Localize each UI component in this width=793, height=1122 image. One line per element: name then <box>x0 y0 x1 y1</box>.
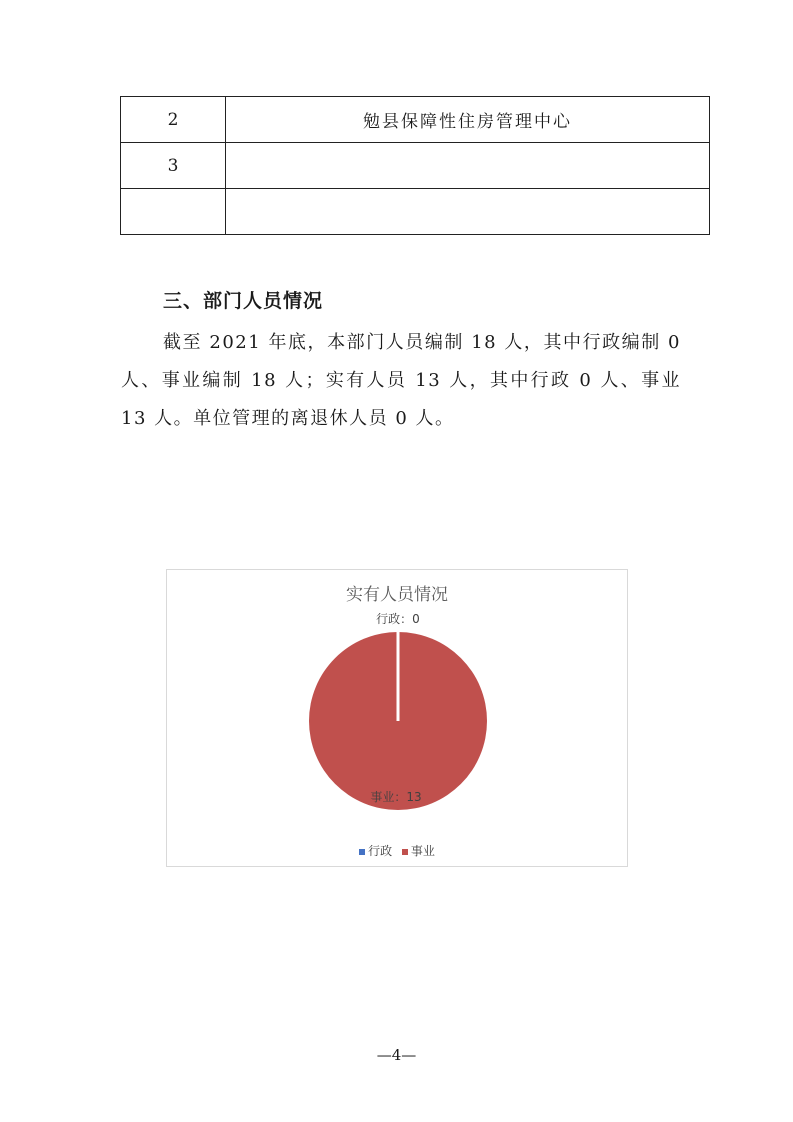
legend-swatch <box>402 849 408 855</box>
table-row <box>121 189 710 235</box>
legend-item-shiye <box>402 842 435 859</box>
section-heading: 三、部门人员情况 <box>163 290 324 312</box>
unit-name <box>226 143 710 189</box>
table-row <box>121 97 710 143</box>
organization-table <box>120 96 710 235</box>
pie-chart <box>166 569 628 867</box>
row-number: 2 <box>121 97 226 143</box>
legend-label: 事业 <box>410 844 435 858</box>
pie-chart-canvas <box>167 570 627 866</box>
legend-swatch <box>359 849 365 855</box>
row-number: 3 <box>121 143 226 189</box>
unit-name: 勉县保障性住房管理中心 <box>226 97 710 143</box>
legend-label: 行政 <box>368 844 393 858</box>
row-number <box>121 189 226 235</box>
chart-title: 实有人员情况 <box>346 585 448 605</box>
table-row <box>121 143 710 189</box>
data-label-xingzheng: 行政：0 <box>376 612 420 626</box>
unit-name <box>226 189 710 235</box>
data-label-shiye: 事业：13 <box>370 790 422 804</box>
page-number: —4— <box>376 1046 417 1064</box>
section-paragraph: 截至 2021 年底，本部门人员编制 18 人，其中行政编制 0 人、事业编制 18 人；实有人员 13 人，其中行政 0 人、事业 13 人。单位管理的离退休人员 0 人。 <box>121 332 681 429</box>
chart-legend <box>167 842 627 859</box>
legend-item-xingzheng <box>359 842 392 859</box>
